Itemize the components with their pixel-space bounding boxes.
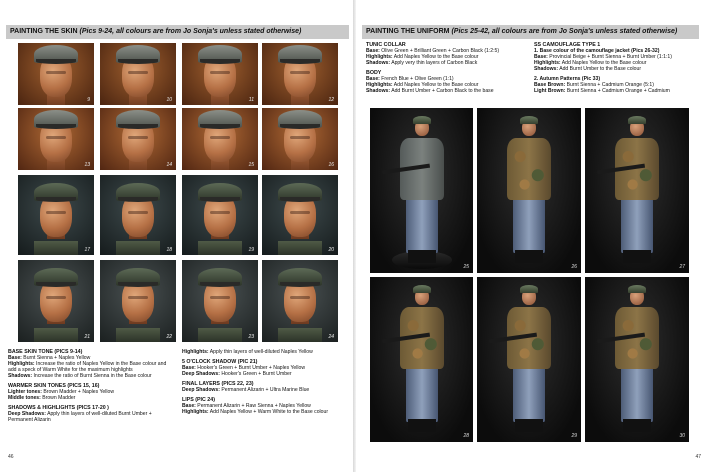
photo-number: 29 bbox=[571, 433, 577, 439]
photo-number: 19 bbox=[248, 247, 254, 253]
uniform-photo bbox=[585, 277, 689, 442]
photo-number: 20 bbox=[328, 247, 334, 253]
head-photo bbox=[18, 260, 94, 342]
uniform-photo bbox=[477, 277, 581, 442]
head-photo bbox=[182, 43, 258, 105]
right-header-title: PAINTING THE UNIFORM bbox=[366, 28, 450, 35]
head-photo bbox=[18, 108, 94, 170]
head-photo bbox=[100, 108, 176, 170]
photo-number: 30 bbox=[679, 433, 685, 439]
section-title: BODY bbox=[366, 70, 382, 76]
head-photo bbox=[100, 43, 176, 105]
photo-number: 10 bbox=[166, 97, 172, 103]
photo-number: 14 bbox=[166, 162, 172, 168]
photo-number: 17 bbox=[84, 247, 90, 253]
left-header-subtitle: (Pics 9-24, all colours are from Jo Sonja's unless stated otherwise) bbox=[79, 28, 302, 35]
page-number-right: 47 bbox=[695, 454, 701, 460]
photo-number: 25 bbox=[463, 264, 469, 270]
head-photo bbox=[262, 260, 338, 342]
uniform-photo bbox=[370, 277, 473, 442]
photo-number: 13 bbox=[84, 162, 90, 168]
photo-number: 12 bbox=[328, 97, 334, 103]
photo-number: 11 bbox=[248, 97, 254, 103]
right-page-header bbox=[362, 25, 699, 39]
photo-number: 15 bbox=[248, 162, 254, 168]
head-photo bbox=[262, 108, 338, 170]
section-title: FINAL LAYERS (PICS 22, 23) bbox=[182, 381, 254, 387]
photo-number: 28 bbox=[463, 433, 469, 439]
section-title: LIPS (PIC 24) bbox=[182, 397, 215, 403]
left-page bbox=[0, 0, 353, 472]
uniform-photo bbox=[477, 108, 581, 273]
section-title: SS CAMOUFLAGE TYPE 1 bbox=[534, 42, 601, 48]
uniform-photo bbox=[585, 108, 689, 273]
section-title: 5 O'CLOCK SHADOW (PIC 21) bbox=[182, 359, 258, 365]
section-title: WARMER SKIN TONES (PICS 15, 16) bbox=[8, 383, 100, 389]
photo-number: 21 bbox=[84, 334, 90, 340]
photo-number: 27 bbox=[679, 264, 685, 270]
head-photo bbox=[182, 260, 258, 342]
head-photo bbox=[100, 175, 176, 255]
photo-number: 18 bbox=[166, 247, 172, 253]
left-page-header bbox=[6, 25, 349, 39]
head-photo bbox=[182, 108, 258, 170]
photo-number: 22 bbox=[166, 334, 172, 340]
section-title: TUNIC COLLAR bbox=[366, 42, 406, 48]
left-header-title: PAINTING THE SKIN bbox=[10, 28, 78, 35]
right-page bbox=[356, 0, 709, 472]
head-photo bbox=[18, 175, 94, 255]
uniform-photo bbox=[370, 108, 473, 273]
head-photo bbox=[262, 43, 338, 105]
right-text-col1: TUNIC COLLAR Base: Olive Green + Brilliant Green + Carbon Black (1:2:5) Highlights: Add Naples Yellow to the Base colour Shadows: Apply very thin layers of Carbon Black BODY Base: French Blue + Olive Green (1:1) Highlights: Add Naples Yellow to the Base colour Shadows: Add Burnt Umber + Carbon Black to the base bbox=[366, 42, 528, 94]
head-photo bbox=[100, 260, 176, 342]
photo-number: 24 bbox=[328, 334, 334, 340]
photo-number: 16 bbox=[328, 162, 334, 168]
photo-number: 23 bbox=[248, 334, 254, 340]
section-title: SHADOWS & HIGHLIGHTS (PICS 17-20 ) bbox=[8, 405, 109, 411]
page-number-left: 46 bbox=[8, 454, 14, 460]
photo-number: 26 bbox=[571, 264, 577, 270]
head-photo bbox=[18, 43, 94, 105]
section-title: BASE SKIN TONE (PICS 9-14) bbox=[8, 349, 83, 355]
left-text-col1: BASE SKIN TONE (PICS 9-14) Base: Burnt Sienna + Naples Yellow Highlights: Increase the ratio of Naples Yellow in the Base colour and add a speck of Warm White for the maximum highlights Shadows: Increase the ratio of Burnt Sienna in the Base colour WARMER SKIN TONES (PICS 15, 16) Lighter tones: Brown Madder + Naples Yellow Middle tones: Brown Madder SHADOWS & HIGHLIGHTS (PICS 17-20 ) Deep Shadows: Apply thin layers of well-diluted Burnt Umber + Permanent Alizarin bbox=[8, 349, 176, 423]
photo-number: 9 bbox=[87, 97, 90, 103]
right-text-col2: SS CAMOUFLAGE TYPE 1 1. Base colour of the camouflage jacket (Pics 26-32) Base: Provincial Beige + Burnt Sienna + Burnt Umber (1:1:1) Highlights: Add Naples Yellow to the Base colour Shadows: Add Burnt Umber to the Base colour 2. Autumn Patterns (Pic 33) Base Brown: Burnt Sienna + Cadmium Orange (5:1) Light Brown: Burnt Sienna + Cadmium Orange + Cadmium bbox=[534, 42, 702, 94]
left-text-col2: Highlights: Apply thin layers of well-diluted Naples Yellow 5 O'CLOCK SHADOW (PIC 21) Base: Hooker's Green + Burnt Umber + Naples Yellow Deep Shadows: Hooker's Green + Burnt Umber FINAL LAYERS (PICS 22, 23) Deep Shadows: Permanent Alizarin + Ultra Marine Blue LIPS (PIC 24) Base: Permanent Alizarin + Raw Sienna + Naples Yellow Highlights: Add Naples Yellow + Warm White to the Base colour bbox=[182, 349, 348, 415]
head-photo bbox=[182, 175, 258, 255]
right-header-subtitle: (Pics 25-42, all colours are from Jo Sonja's unless stated otherwise) bbox=[451, 28, 678, 35]
head-photo bbox=[262, 175, 338, 255]
